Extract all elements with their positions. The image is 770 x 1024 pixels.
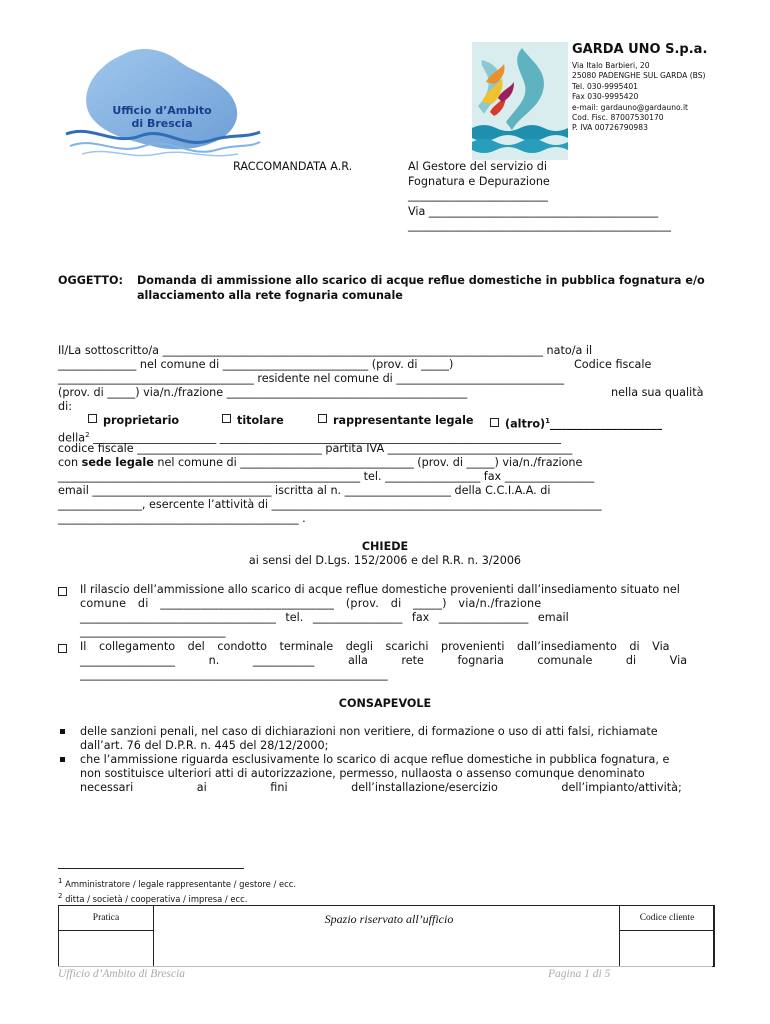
- footer-rule: [58, 966, 712, 967]
- recipient-blank1[interactable]: _________________________: [408, 189, 548, 202]
- consapevole-b2-line2: non sostituisce ulteriori atti di autorizzazione, permesso, nullaosta o assenso comunque denominato: [80, 767, 645, 780]
- form-line-end[interactable]: ___________________________________________ .: [58, 512, 306, 525]
- footnote-2: $^2$ ditta / società / cooperativa / impresa / ecc.: [58, 891, 248, 904]
- company-fax: Fax 030-9995420: [572, 92, 639, 102]
- form-line-comune[interactable]: ______________ nel comune di __________________________ (prov. di _____): [58, 358, 454, 371]
- footnote-ref-1: 1: [545, 417, 551, 425]
- option-altro[interactable]: (altro)$^1$____________________: [490, 414, 662, 432]
- footer-left: Ufficio d’Ambito di Brescia: [58, 968, 186, 980]
- recipient-line1: Al Gestore del servizio di: [408, 160, 548, 173]
- oggetto-line2: allacciamento alla rete fognaria comunale: [137, 289, 403, 302]
- form-line-attivita[interactable]: _______________, esercente l’attività di ___________________________________________________________: [58, 498, 602, 511]
- company-address: Via Italo Barbieri, 20: [572, 61, 650, 70]
- option-proprietario[interactable]: proprietario: [88, 414, 179, 428]
- recipient-blank2[interactable]: _______________________________________________: [408, 219, 671, 232]
- footnote-1: $^1$ Amministratore / legale rappresentante / gestore / ecc.: [58, 877, 296, 889]
- chiede-item2-line2[interactable]: _________________ n. ___________ alla rete fognaria comunale di Via: [80, 654, 688, 667]
- form-line-sede[interactable]: con sede legale nel comune di _______________________________ (prov. di _____) via/n./frazione: [58, 456, 583, 469]
- chiede-title: CHIEDE: [361, 540, 409, 553]
- bullet: [60, 757, 65, 762]
- chiede-subtitle: ai sensi del D.Lgs. 152/2006 e del R.R. n. 3/2006: [248, 554, 522, 567]
- company-email: e-mail: gardauno@gardauno.it: [572, 102, 689, 112]
- form-line-email[interactable]: email ________________________________ iscritta al n. ___________________ della C.C.I.A.A. di: [58, 484, 551, 497]
- chiede-item1-line4[interactable]: __________________________: [80, 625, 226, 638]
- chiede-item2-line1: Il collegamento del condotto terminale degli scarichi provenienti dall’insediamento di Via: [80, 640, 670, 653]
- checkbox[interactable]: [318, 414, 327, 423]
- spazio-riservato-label: Spazio riservato all’ufficio: [324, 912, 454, 926]
- raccomandata-label: RACCOMANDATA A.R.: [233, 160, 353, 173]
- form-codice-fiscale-label: Codice fiscale: [574, 358, 652, 371]
- form-line-sottoscritto[interactable]: Il/La sottoscritto/a ____________________________________________________________________ nato/a il: [58, 344, 593, 357]
- garda-uno-emblem-icon: [472, 42, 568, 160]
- company-name: GARDA UNO S.p.a.: [572, 42, 708, 57]
- pratica-label: Pratica: [92, 913, 120, 923]
- checkbox[interactable]: [490, 418, 499, 427]
- company-cf: Cod. Fisc. 87007530170: [572, 113, 664, 123]
- consapevole-b1-line1: delle sanzioni penali, nel caso di dichiarazioni non veritiere, di formazione o uso di atti falsi, richiamate: [80, 725, 658, 738]
- chiede-item1-line1: Il rilascio dell’ammissione allo scarico di acque reflue domestiche provenienti dall’insediamento situato nel: [80, 583, 680, 596]
- oggetto-label: OGGETTO:: [58, 274, 124, 287]
- form-line-della[interactable]: della$^2$ ______________________ _____________________________________________________________: [58, 431, 561, 445]
- form-line-codice-fiscale[interactable]: codice fiscale _________________________________ partita IVA _________________________________: [58, 442, 573, 455]
- option-titolare[interactable]: titolare: [222, 414, 284, 428]
- codice-cliente-cell[interactable]: [619, 905, 715, 967]
- chiede-item1-line3[interactable]: ___________________________________ tel. ________________ fax ________________ email: [80, 611, 569, 624]
- logo-line1: Ufficio d’Ambito: [112, 104, 212, 117]
- chiede-item2-line3[interactable]: _______________________________________________________: [80, 668, 388, 681]
- footnote-ref-2: 2: [85, 431, 90, 439]
- chiede-item1-line2[interactable]: comune di ______________________________ (prov. di _____) via/n./frazione: [80, 597, 542, 610]
- company-tel: Tel. 030-9995401: [572, 81, 639, 91]
- codice-cliente-label: Codice cliente: [639, 913, 695, 923]
- consapevole-b1-line2: dall’art. 76 del D.P.R. n. 445 del 28/12/2000;: [80, 739, 329, 752]
- footer-right: Pagina 1 di 5: [548, 968, 611, 980]
- logo-line2: di Brescia: [131, 117, 193, 130]
- consapevole-title: CONSAPEVOLE: [338, 697, 432, 710]
- form-line-residente[interactable]: ___________________________________ residente nel comune di ______________________________: [58, 372, 565, 385]
- recipient-via[interactable]: Via _________________________________________: [408, 205, 659, 218]
- form-qualita-label: nella sua qualità: [611, 386, 704, 399]
- office-box: [58, 905, 714, 967]
- altro-blank[interactable]: ____________________: [550, 417, 662, 431]
- chiede-checkbox-2[interactable]: [58, 644, 67, 653]
- recipient-line2: Fognatura e Depurazione: [408, 175, 550, 188]
- consapevole-b2-line1: che l’ammissione riguarda esclusivamente lo scarico di acque reflue domestiche in pubblica fognatura, e: [80, 753, 670, 766]
- pratica-cell[interactable]: [58, 905, 154, 967]
- consapevole-b2-line3: necessari ai fini dell’installazione/esercizio dell’impianto/attività;: [80, 781, 682, 794]
- form-di-label: di:: [58, 400, 72, 413]
- checkbox[interactable]: [222, 414, 231, 423]
- checkbox[interactable]: [88, 414, 97, 423]
- ufficio-ambito-logo: [62, 42, 262, 160]
- chiede-checkbox-1[interactable]: [58, 587, 67, 596]
- company-piva: P. IVA 00726790983: [572, 123, 648, 133]
- footnote-separator: [58, 868, 244, 869]
- form-line-via[interactable]: (prov. di _____) via/n./frazione ___________________________________________: [58, 386, 468, 399]
- form-line-tel-fax[interactable]: ______________________________________________________ tel. _________________ fax ________________: [58, 470, 595, 483]
- oggetto-line1: Domanda di ammissione allo scarico di acque reflue domestiche in pubblica fognatura e/o: [137, 274, 705, 287]
- option-rappresentante[interactable]: rappresentante legale: [318, 414, 474, 428]
- company-city: 25080 PADENGHE SUL GARDA (BS): [572, 71, 706, 81]
- garda-uno-logo: [472, 42, 568, 160]
- lake-shape-icon: [62, 42, 262, 160]
- bullet: [60, 729, 65, 734]
